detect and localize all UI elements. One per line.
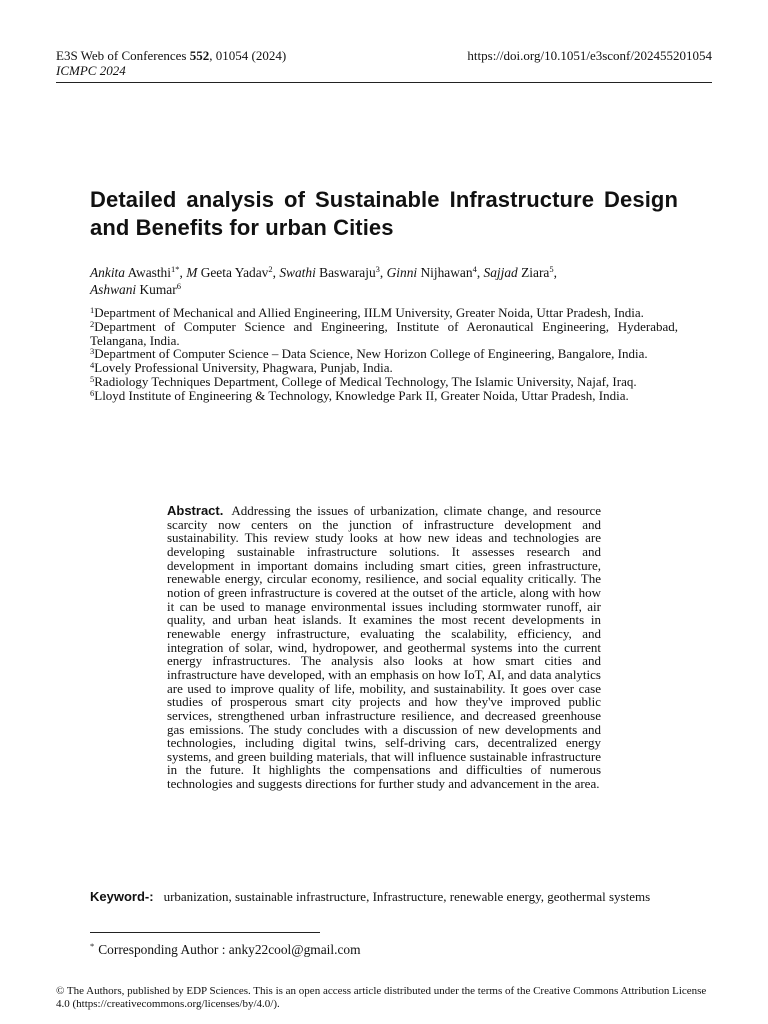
keywords-text: urbanization, sustainable infrastructure, Infrastructure, renewable energy, geothermal systems	[163, 889, 651, 904]
author-name	[90, 282, 181, 297]
affiliation-number: 3	[90, 346, 95, 357]
affiliation-text: Lovely Professional University, Phagwara, Punjab, India.	[94, 360, 393, 376]
corresponding-author-footnote	[90, 942, 678, 958]
keywords-label: Keyword-:	[90, 889, 154, 904]
affiliation-item	[90, 361, 678, 375]
conference-name: ICMPC 2024	[56, 63, 126, 78]
header-divider	[56, 82, 712, 83]
affiliation-text: Department of Computer Science and Engineering, Institute of Aeronautical Engineering, Hyderabad, Telangana, India.	[90, 318, 678, 348]
author-affiliation-mark: 4	[472, 264, 477, 274]
author-given-name: Ashwani	[90, 282, 137, 297]
author-affiliation-mark: 5	[549, 264, 554, 274]
keywords-block	[90, 890, 678, 904]
affiliation-text: Lloyd Institute of Engineering & Technology, Knowledge Park II, Greater Noida, Uttar Pradesh, India.	[94, 387, 629, 403]
abstract-label: Abstract.	[167, 503, 224, 518]
journal-citation: E3S Web of Conferences 552, 01054 (2024)	[56, 48, 287, 63]
author-name	[279, 265, 380, 280]
affiliation-number: 2	[90, 318, 95, 329]
affiliation-item	[90, 389, 678, 403]
author-given-name: M	[186, 265, 198, 280]
author-affiliation-mark: 3	[375, 264, 380, 274]
author-name	[186, 265, 272, 280]
author-affiliation-mark: 1*	[170, 264, 180, 274]
affiliation-number: 4	[90, 360, 95, 371]
affiliation-text: Radiology Techniques Department, College of Medical Technology, The Islamic University, Najaf, Iraq.	[94, 373, 637, 389]
author-name	[484, 265, 554, 280]
author-family-name: Nijhawan	[417, 265, 473, 280]
affiliation-text: Department of Computer Science – Data Science, New Horizon College of Engineering, Bangalore, India.	[94, 346, 648, 362]
author-name	[387, 265, 477, 280]
author-list: Ankita Awasthi$^{1*}$, M Geeta Yadav$^2$, Swathi Baswaraju$^3$, Ginni Nijhawan$^4$, Sajjad Ziara$^5$, Ashwani Kumar$^6$	[90, 264, 557, 297]
author-family-name: Baswaraju	[315, 265, 376, 280]
affiliation-number: 6	[90, 387, 95, 398]
affiliation-item	[90, 375, 678, 389]
author-family-name: Awasthi	[124, 265, 171, 280]
affiliation-number: 1	[90, 305, 95, 315]
license-notice: © The Authors, published by EDP Sciences. This is an open access article distributed under the terms of the Creative Commons Attribution License 4.0 (https://creativecommons.org/licenses/by/4.0/).	[56, 985, 707, 1010]
author-given-name: Swathi	[279, 265, 316, 280]
paper-title: Detailed analysis of Sustainable Infrastructure Design and Benefits for urban Cities	[90, 187, 678, 240]
affiliation-list	[90, 306, 678, 403]
volume-number: 552	[189, 48, 210, 63]
abstract-text: Addressing the issues of urbanization, climate change, and resource scarcity now centers on the junction of infrastructure development and sustainability. This review study looks at how new ideas and technologies are developing sustainable infrastructure solutions. It assesses research and development in important domains including smart cities, green infrastructure, renewable energy, circular economy, resilience, and social equality critically. The notion of green infrastructure is covered at the outset of the article, along with how it can be used to manage environmental issues including stormwater runoff, air quality, and urban heat islands. It examines the most recent developments in renewable energy infrastructure, evaluating the scalability, efficiency, and integration of solar, wind, hydropower, and geothermal systems into the current energy infrastructures. The analysis also looks at how smart cities and infrastructure have developed, with an emphasis on how IoT, AI, and data analytics are used to improve quality of life, mobility, and sustainability. It goes over case studies of prosperous smart city projects and how they've improved public services, strengthened urban infrastructure resilience, and decreased greenhouse gas emissions. The study concludes with a discussion of new developments and technologies, including digital twins, self-driving cars, decentralized energy systems, and green building materials, that will influence sustainable infrastructure in the future. It highlights the compensations and difficulties of numerous technologies and suggests directions for further study and advancement in the area.	[167, 503, 601, 792]
affiliation-item	[90, 320, 678, 348]
affiliation-item	[90, 306, 678, 320]
affiliation-item	[90, 347, 678, 361]
running-header	[56, 48, 712, 78]
footnote-divider	[90, 932, 320, 933]
author-affiliation-mark: 6	[176, 281, 181, 291]
author-family-name: Geeta Yadav	[197, 265, 269, 280]
author-given-name: Sajjad	[483, 265, 518, 280]
footnote-text: Corresponding Author : anky22cool@gmail.com	[98, 942, 361, 957]
abstract-block	[167, 504, 601, 791]
header-row	[56, 48, 712, 63]
author-given-name: Ginni	[386, 265, 418, 280]
author-family-name: Kumar	[136, 282, 177, 297]
author-name	[90, 265, 179, 280]
author-family-name: Ziara	[517, 265, 550, 280]
footnote-mark: *	[90, 941, 95, 951]
author-given-name: Ankita	[90, 265, 125, 280]
author-affiliation-mark: 2	[268, 264, 273, 274]
affiliation-number: 5	[90, 373, 95, 384]
doi-link[interactable]: https://doi.org/10.1051/e3sconf/202455201054	[467, 48, 712, 63]
affiliation-text: Department of Mechanical and Allied Engineering, IILM University, Greater Noida, Uttar Pradesh, India.	[94, 305, 644, 320]
